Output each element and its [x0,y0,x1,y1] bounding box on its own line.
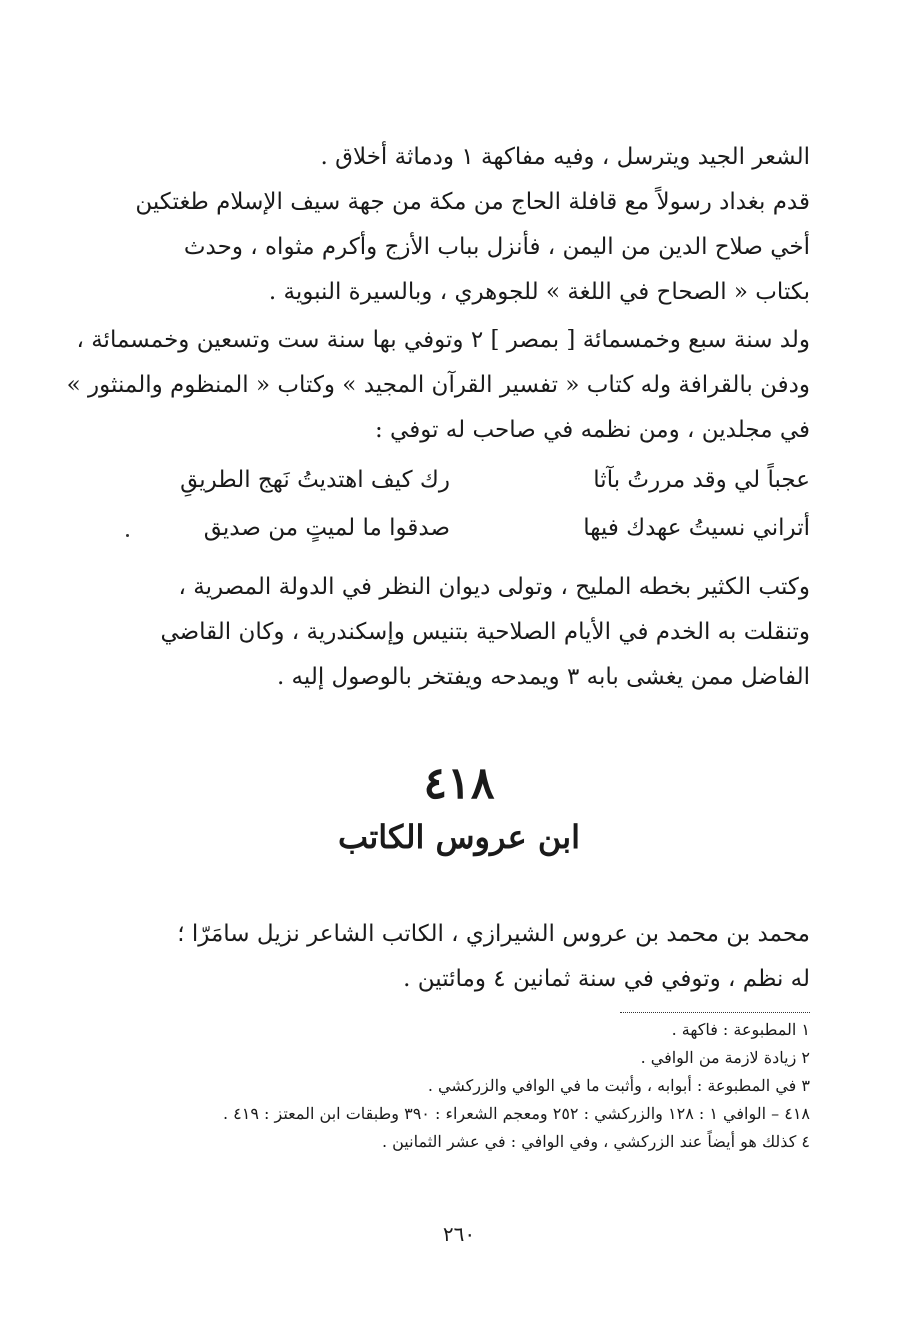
verse-first-hemistich: أتراني نسيتُ عهدك فيها [583,515,810,541]
text-line: وتنقلت به الخدم في الأيام الصلاحية بتنيس وإسكندرية ، وكان القاضي [160,619,810,645]
paragraph-continuation [110,135,810,180]
page-number: ٢٦٠ [442,1222,476,1246]
text-line: ودفن بالقرافة وله كتاب « تفسير القرآن المجيد » وكتاب « المنظوم والمنثور » [66,372,810,398]
entry-number: ٤١٨ [423,758,495,809]
paragraph-birth-death [66,318,810,453]
verse-second-hemistich: رك كيف اهتديتُ نَهج الطريقِ [180,467,450,493]
text-line: قدم بغداد رسولاً مع قافلة الحاج من مكة من جهة سيف الإسلام طغتكين [135,189,810,215]
text-line: له نظم ، وتوفي في سنة ثمانين ٤ ومائتين . [403,966,810,992]
verse-second-hemistich: صدقوا ما لميتٍ من صديق [203,515,450,541]
text-line: الفاضل ممن يغشى بابه ٣ ويمدحه ويفتخر بالوصول إليه . [276,664,810,690]
poem [110,456,810,552]
poem-verse [110,504,810,552]
paragraph-baghdad-visit [110,180,810,315]
entry-title: ابن عروس الكاتب [337,818,581,856]
text-line: أخي صلاح الدين من اليمن ، فأنزل بباب الأزج وأكرم مثواه ، وحدث [183,234,810,260]
verse-first-hemistich: عجباً لي وقد مررتُ بآثا [593,467,810,493]
text-line: ولد سنة سبع وخمسمائة [ بمصر ] ٢ وتوفي بها سنة ست وتسعين وخمسمائة ، [76,327,810,353]
text-line: بكتاب « الصحاح في اللغة » للجوهري ، وبالسيرة النبوية . [268,279,810,305]
footnote: ١ المطبوعة : فاكهة . [671,1020,810,1039]
footnote: ٤١٨ – الوافي ١ : ١٢٨ والزركشي : ٢٥٢ ومعجم الشعراء : ٣٩٠ وطبقات ابن المعتز : ٤١٩ . [222,1104,810,1123]
ink-dot [126,534,129,537]
footnote-separator [620,1012,810,1013]
text-line: وكتب الكثير بخطه المليح ، وتولى ديوان النظر في الدولة المصرية ، [178,574,810,600]
footnote: ٤ كذلك هو أيضاً عند الزركشي ، وفي الوافي : في عشر الثمانين . [381,1132,810,1151]
poem-verse [110,456,810,504]
footnote: ٢ زيادة لازمة من الوافي . [640,1048,810,1067]
entry-paragraph [110,912,810,1002]
footnote: ٣ في المطبوعة : أبوابه ، وأثبت ما في الوافي والزركشي . [427,1076,810,1095]
text-line: محمد بن محمد بن عروس الشيرازي ، الكاتب الشاعر نزيل سامَرّا ؛ [177,921,810,947]
text-line: في مجلدين ، ومن نظمه في صاحب له توفي : [374,417,810,443]
paragraph-career [110,565,810,700]
text-line: الشعر الجيد ويترسل ، وفيه مفاكهة ١ ودماثة أخلاق . [320,144,810,170]
footnotes [110,1016,810,1156]
